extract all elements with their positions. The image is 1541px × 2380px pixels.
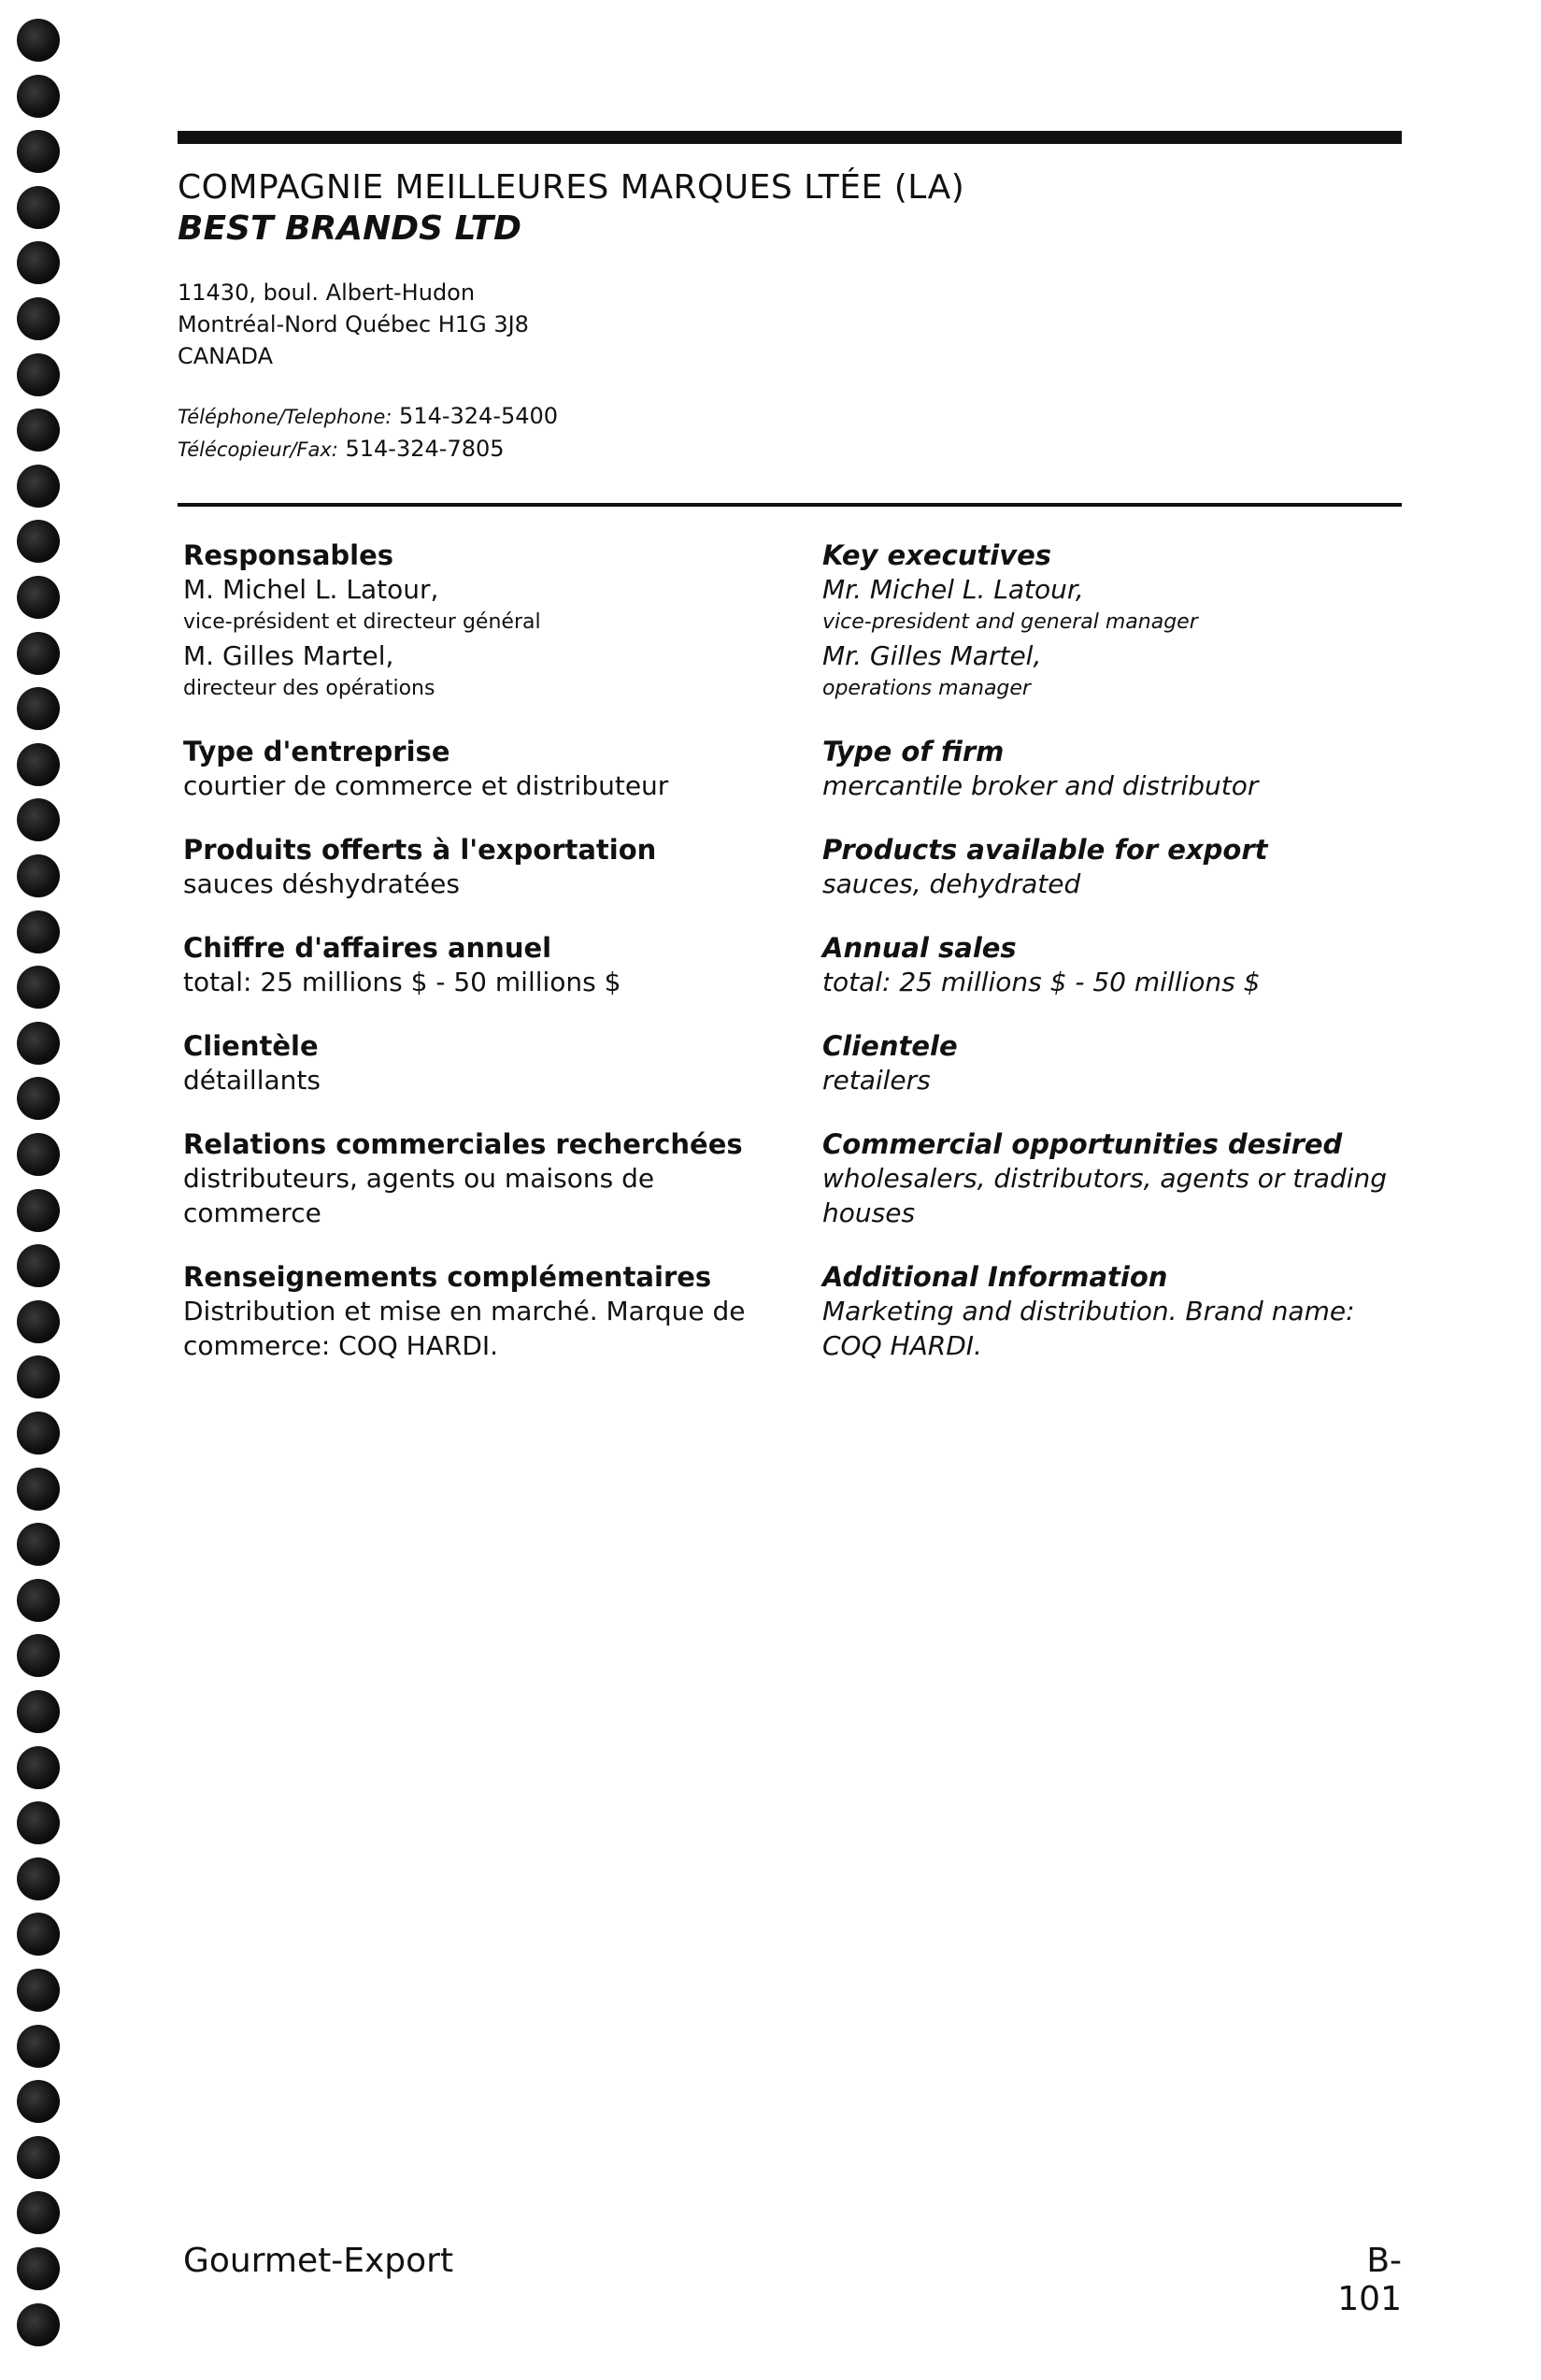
- binding-hole-icon: [17, 1355, 60, 1398]
- english-column: [822, 538, 1420, 1393]
- address-block: [178, 277, 529, 372]
- binding-hole-icon: [17, 297, 60, 340]
- binding-hole-icon: [17, 743, 60, 786]
- binding-hole-icon: [17, 798, 60, 841]
- section-title: Clientèle: [183, 1030, 319, 1062]
- clientele-section-fr: [183, 1029, 781, 1097]
- firm-type-section-fr: [183, 735, 781, 803]
- address-line: CANADA: [178, 343, 274, 369]
- footer-publication: Gourmet-Export: [183, 2242, 454, 2280]
- section-line: Mr. Gilles Martel,: [822, 640, 1042, 671]
- binding-hole-icon: [17, 1579, 60, 1622]
- binding-hole-icon: [17, 409, 60, 452]
- section-line: commerce: COQ HARDI.: [183, 1330, 499, 1361]
- relations-section-fr: [183, 1127, 781, 1230]
- binding-hole-icon: [17, 1690, 60, 1733]
- binding-hole-icon: [17, 1634, 60, 1677]
- binding-hole-icon: [17, 2025, 60, 2068]
- products-section-fr: [183, 833, 781, 901]
- phone-line: [178, 400, 558, 433]
- section-line: sauces déshydratées: [183, 868, 460, 899]
- section-line: mercantile broker and distributor: [822, 770, 1259, 801]
- relations-section-en: [822, 1127, 1420, 1230]
- binding-hole-icon: [17, 1077, 60, 1120]
- binding-hole-icon: [17, 1857, 60, 1900]
- binding-hole-icon: [17, 75, 60, 118]
- binding-hole-icon: [17, 1300, 60, 1343]
- clientele-section-en: [822, 1029, 1420, 1097]
- fax-label: Télécopieur/Fax:: [178, 438, 338, 461]
- company-name-en: BEST BRANDS LTD: [178, 209, 521, 248]
- binding-hole-icon: [17, 2303, 60, 2346]
- binding-hole-icon: [17, 2191, 60, 2234]
- section-title: Responsables: [183, 539, 394, 571]
- binding-hole-icon: [17, 465, 60, 508]
- phone-label: Téléphone/Telephone:: [178, 406, 392, 428]
- contact-block: [178, 400, 558, 466]
- section-title: Annual sales: [822, 932, 1017, 964]
- section-line: vice-president and general manager: [822, 610, 1198, 634]
- binding-hole-icon: [17, 1189, 60, 1232]
- section-rule: [178, 503, 1402, 507]
- binding-hole-icon: [17, 687, 60, 730]
- section-line: commerce: [183, 1197, 321, 1228]
- binding-hole-icon: [17, 576, 60, 619]
- binding-hole-icon: [17, 1412, 60, 1455]
- executives-section-fr: [183, 538, 781, 705]
- section-line: Distribution et mise en marché. Marque de: [183, 1296, 746, 1326]
- binding-hole-icon: [17, 520, 60, 563]
- binding-hole-icon: [17, 130, 60, 173]
- section-line: sauces, dehydrated: [822, 868, 1081, 899]
- binding-hole-icon: [17, 1969, 60, 2012]
- binding-hole-icon: [17, 1913, 60, 1956]
- section-line: total: 25 millions $ - 50 millions $: [822, 967, 1261, 997]
- binding-hole-icon: [17, 1746, 60, 1789]
- phone-value: 514-324-5400: [399, 403, 559, 429]
- binding-hole-icon: [17, 966, 60, 1009]
- address-line: Montréal-Nord Québec H1G 3J8: [178, 311, 529, 337]
- french-column: [183, 538, 781, 1393]
- section-title: Key executives: [822, 539, 1052, 571]
- section-line: M. Michel L. Latour,: [183, 574, 439, 605]
- binding-hole-icon: [17, 854, 60, 897]
- fax-value: 514-324-7805: [345, 436, 505, 462]
- binding-hole-icon: [17, 353, 60, 396]
- binding-hole-icon: [17, 632, 60, 675]
- section-line: vice-président et directeur général: [183, 610, 541, 634]
- top-rule: [178, 131, 1402, 144]
- executives-section-en: [822, 538, 1420, 705]
- binding-hole-icon: [17, 1468, 60, 1511]
- binding-hole-icon: [17, 19, 60, 62]
- section-line: retailers: [822, 1065, 931, 1096]
- section-line: wholesalers, distributors, agents or trading: [822, 1163, 1388, 1194]
- section-title: Type of firm: [822, 736, 1005, 767]
- section-title: Relations commerciales recherchées: [183, 1128, 743, 1160]
- section-line: Mr. Michel L. Latour,: [822, 574, 1084, 605]
- section-line: total: 25 millions $ - 50 millions $: [183, 967, 621, 997]
- products-section-en: [822, 833, 1420, 901]
- section-line: M. Gilles Martel,: [183, 640, 394, 671]
- fax-line: [178, 433, 558, 466]
- additional-section-fr: [183, 1260, 781, 1363]
- binding-hole-icon: [17, 2080, 60, 2123]
- firm-type-section-en: [822, 735, 1420, 803]
- section-title: Additional Information: [822, 1261, 1168, 1293]
- section-line: distributeurs, agents ou maisons de: [183, 1163, 655, 1194]
- section-line: directeur des opérations: [183, 677, 435, 700]
- section-title: Produits offerts à l'exportation: [183, 834, 657, 866]
- section-line: houses: [822, 1197, 916, 1228]
- binding-hole-icon: [17, 241, 60, 284]
- binding-holes: [17, 0, 67, 2380]
- binding-hole-icon: [17, 1244, 60, 1287]
- additional-section-en: [822, 1260, 1420, 1363]
- binding-hole-icon: [17, 2136, 60, 2179]
- binding-hole-icon: [17, 1133, 60, 1176]
- section-line: détaillants: [183, 1065, 321, 1096]
- section-title: Clientele: [822, 1030, 958, 1062]
- binding-hole-icon: [17, 910, 60, 953]
- section-line: courtier de commerce et distributeur: [183, 770, 669, 801]
- section-title: Type d'entreprise: [183, 736, 450, 767]
- section-line: COQ HARDI.: [822, 1330, 982, 1361]
- address-line: 11430, boul. Albert-Hudon: [178, 280, 476, 306]
- binding-hole-icon: [17, 2247, 60, 2290]
- section-title: Chiffre d'affaires annuel: [183, 932, 552, 964]
- company-name-fr: COMPAGNIE MEILLEURES MARQUES LTÉE (LA): [178, 168, 965, 207]
- binding-hole-icon: [17, 186, 60, 229]
- sales-section-en: [822, 931, 1420, 999]
- section-line: Marketing and distribution. Brand name:: [822, 1296, 1355, 1326]
- binding-hole-icon: [17, 1022, 60, 1065]
- footer-page-number: B-101: [1337, 2242, 1402, 2318]
- section-title: Renseignements complémentaires: [183, 1261, 712, 1293]
- section-title: Commercial opportunities desired: [822, 1128, 1343, 1160]
- section-line: operations manager: [822, 677, 1031, 700]
- section-title: Products available for export: [822, 834, 1268, 866]
- binding-hole-icon: [17, 1801, 60, 1844]
- binding-hole-icon: [17, 1523, 60, 1566]
- sales-section-fr: [183, 931, 781, 999]
